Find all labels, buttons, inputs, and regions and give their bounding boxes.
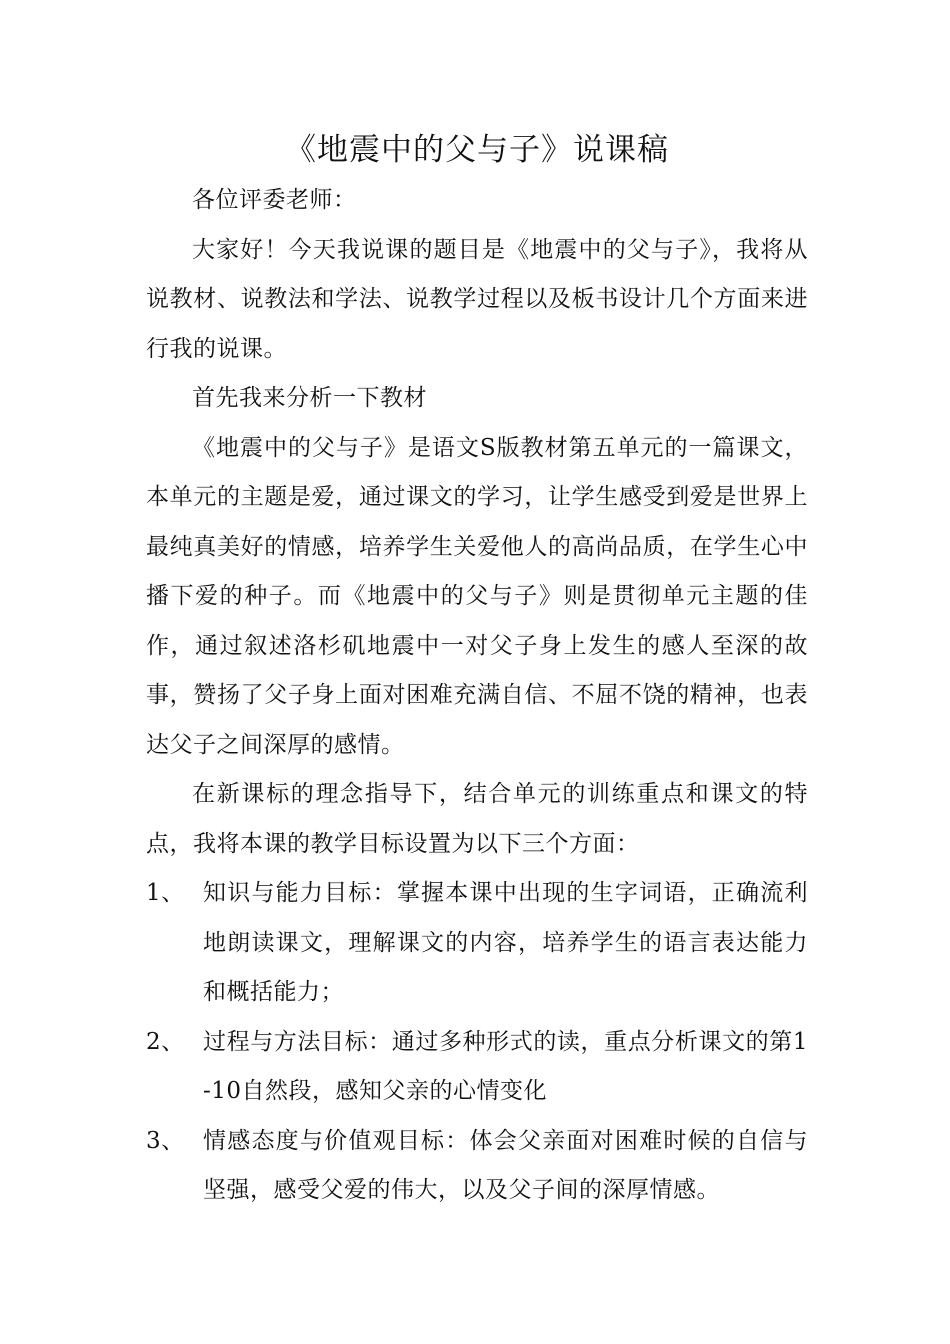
goal-text: 情感态度与价值观目标：体会父亲面对困难时候的自信与坚强，感受父爱的伟大，以及父子间的深厚情感。 bbox=[203, 1127, 808, 1203]
textbook-analysis-heading: 首先我来分析一下教材 bbox=[192, 385, 427, 411]
goal-item bbox=[146, 1018, 808, 1117]
goal-number: 1、 bbox=[146, 880, 185, 906]
goal-text: 知识与能力目标：掌握本课中出现的生字词语，正确流利地朗读课文，理解课文的内容，培养学生的语言表达能力和概括能力； bbox=[203, 880, 808, 1005]
intro-paragraph: 大家好！今天我说课的题目是《地震中的父与子》，我将从说教材、说教法和学法、说教学过程以及板书设计几个方面来进行我的说课。 bbox=[146, 236, 808, 362]
goal-text: 过程与方法目标：通过多种形式的读，重点分析课文的第1-10自然段，感知父亲的心情变化 bbox=[203, 1028, 808, 1104]
document-page bbox=[146, 128, 808, 1216]
goal-item bbox=[146, 869, 808, 1018]
document-title: 《地震中的父与子》说课稿 bbox=[285, 132, 669, 168]
goal-number: 3、 bbox=[146, 1127, 185, 1154]
goal-number: 2、 bbox=[146, 1028, 185, 1055]
salutation: 各位评委老师： bbox=[192, 187, 357, 213]
objectives-intro-paragraph: 在新课标的理念指导下，结合单元的训练重点和课文的特点，我将本课的教学目标设置为以下三个方面： bbox=[146, 781, 808, 857]
textbook-analysis-paragraph: 《地震中的父与子》是语文S版教材第五单元的一篇课文，本单元的主题是爱，通过课文的学习，让学生感受到爱是世界上最纯真美好的情感，培养学生关爱他人的高尚品质，在学生心中播下爱的种子。而《地震中的父与子》则是贯彻单元主题的佳作，通过叙述洛杉矶地震中一对父子身上发生的感人至深的故事，赞扬了父子身上面对困难充满自信、不屈不饶的精神，也表达父子之间深厚的感情。 bbox=[146, 434, 808, 758]
goal-item bbox=[146, 1117, 808, 1216]
